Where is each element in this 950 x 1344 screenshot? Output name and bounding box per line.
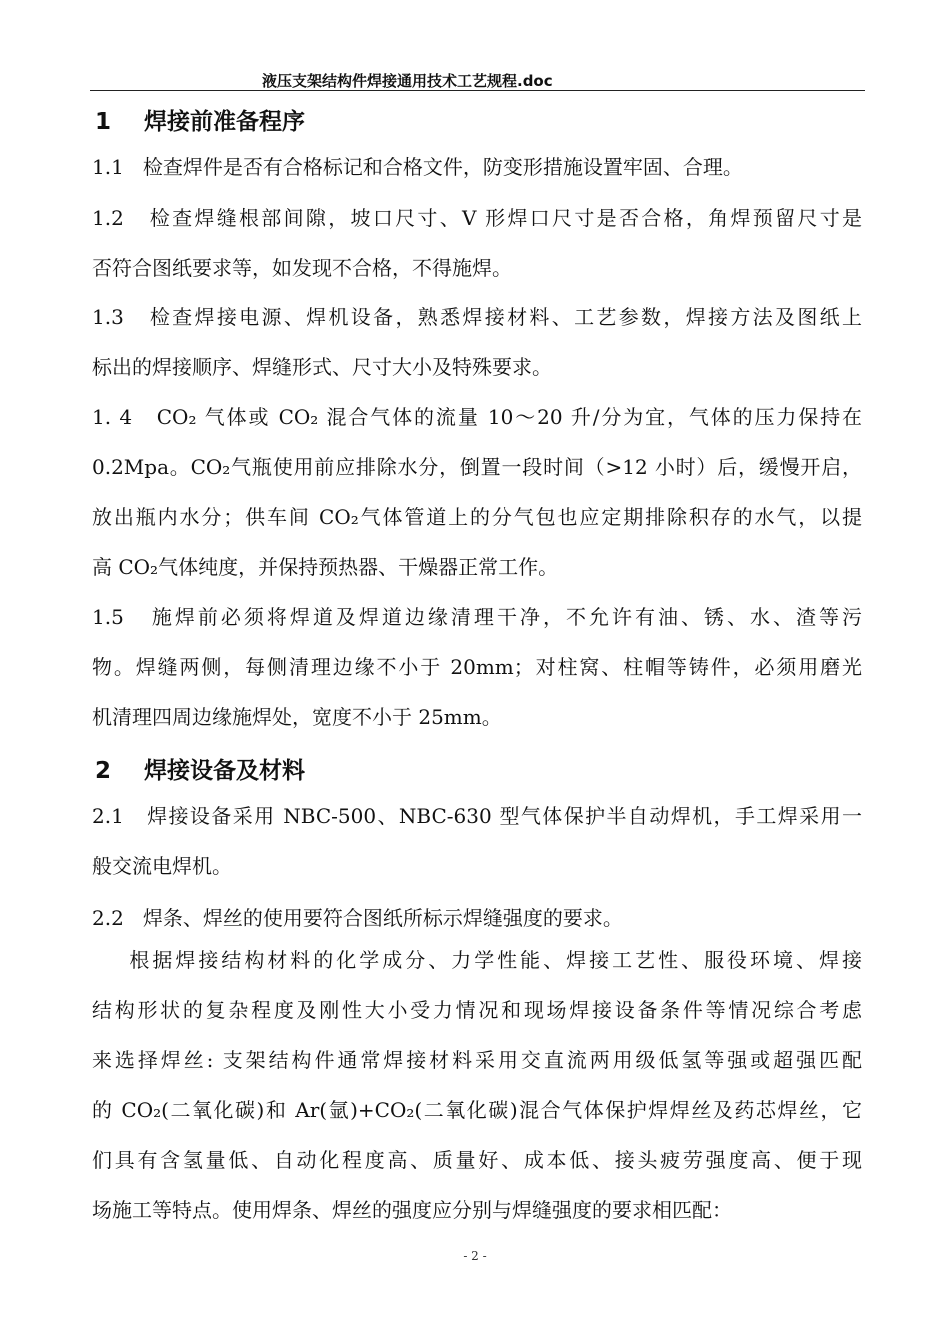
header-title: 液压支架结构件焊接通用技术工艺规程.doc (262, 72, 553, 90)
paragraph-line: 的 CO₂(二氧化碳)和 Ar(氩)+CO₂(二氧化碳)混合气体保护焊焊丝及药芯焊丝，它 (92, 1098, 862, 1122)
section-1-title: 焊接前准备程序 (144, 109, 305, 135)
paragraph-line: 2.1 焊接设备采用 NBC-500、NBC-630 型气体保护半自动焊机，手工焊采用一 (92, 804, 862, 828)
section-2-number: 2 (95, 758, 112, 784)
paragraph-line: 1.5 施焊前必须将焊道及焊道边缘清理干净，不允许有油、锈、水、渣等污 (92, 605, 862, 629)
paragraph-line: 般交流电焊机。 (92, 854, 232, 878)
paragraph-line: 1. 4 CO₂ 气体或 CO₂ 混合气体的流量 10～20 升/分为宜，气体的压力保持在 (92, 405, 862, 429)
paragraph-line: 1.1 检查焊件是否有合格标记和合格文件，防变形措施设置牢固、合理。 (92, 155, 743, 179)
page-header (90, 68, 865, 91)
paragraph-line: 1.3 检查焊接电源、焊机设备，熟悉焊接材料、工艺参数，焊接方法及图纸上 (92, 305, 862, 329)
paragraph-line: 们具有含氢量低、自动化程度高、质量好、成本低、接头疲劳强度高、便于现 (92, 1148, 862, 1172)
paragraph-line: 标出的焊接顺序、焊缝形式、尺寸大小及特殊要求。 (92, 355, 552, 379)
paragraph-line: 1.2 检查焊缝根部间隙，坡口尺寸、V 形焊口尺寸是否合格，角焊预留尺寸是 (92, 206, 862, 230)
paragraph-line: 场施工等特点。使用焊条、焊丝的强度应分别与焊缝强度的要求相匹配： (92, 1198, 732, 1222)
paragraph-line: 结构形状的复杂程度及刚性大小受力情况和现场焊接设备条件等情况综合考虑 (92, 998, 862, 1022)
paragraph-line: 来选择焊丝: 支架结构件通常焊接材料采用交直流两用级低氢等强或超强匹配 (92, 1048, 862, 1072)
section-1-heading (95, 103, 305, 136)
paragraph-line: 2.2 焊条、焊丝的使用要符合图纸所标示焊缝强度的要求。 (92, 906, 623, 930)
section-2-heading (95, 752, 305, 785)
paragraph-line: 机清理四周边缘施焊处，宽度不小于 25mm。 (92, 705, 502, 729)
paragraph-line: 0.2Mpa。CO₂气瓶使用前应排除水分，倒置一段时间（>12 小时）后，缓慢开启， (92, 455, 862, 479)
paragraph-line: 否符合图纸要求等，如发现不合格，不得施焊。 (92, 256, 512, 280)
paragraph-line: 高 CO₂气体纯度，并保持预热器、干燥器正常工作。 (92, 555, 559, 579)
paragraph-line: 物。焊缝两侧，每侧清理边缘不小于 20mm；对柱窝、柱帽等铸件，必须用磨光 (92, 655, 862, 679)
paragraph-line: 根据焊接结构材料的化学成分、力学性能、焊接工艺性、服役环境、焊接 (92, 948, 862, 972)
section-2-title: 焊接设备及材料 (144, 758, 305, 784)
paragraph-line: 放出瓶内水分；供车间 CO₂气体管道上的分气包也应定期排除积存的水气，以提 (92, 505, 862, 529)
section-1-number: 1 (95, 109, 112, 135)
page-number: - 2 - (463, 1249, 487, 1263)
